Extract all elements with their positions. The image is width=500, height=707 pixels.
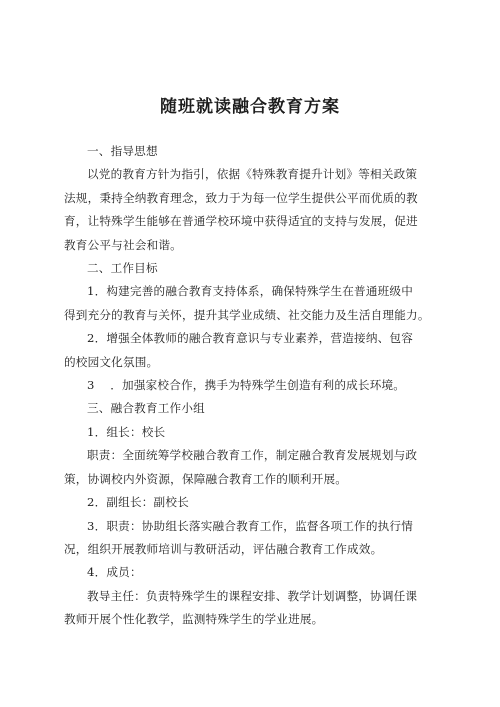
text-line: 法规，秉持全纳教育理念，致力于为每一位学生提供公平而优质的教 — [64, 190, 418, 205]
document-body — [64, 140, 464, 632]
text-line: 3 ．加强家校合作，携手为特殊学生创造有利的成长环境。 — [87, 378, 406, 393]
text-line: 三、融合教育工作小组 — [87, 401, 205, 416]
text-line: 况，组织开展教师培训与教研活动，评估融合教育工作成效。 — [64, 541, 383, 556]
text-line: 的校园文化氛围。 — [64, 354, 159, 369]
text-line: 1．组长：校长 — [87, 424, 166, 439]
text-line: 策，协调校内外资源，保障融合教育工作的顺利开展。 — [64, 471, 348, 486]
text-line: 得到充分的教育与关怀，提升其学业成绩、社交能力及生活自理能力。 — [64, 307, 430, 322]
text-line: 以党的教育方针为指引，依据《特殊教育提升计划》等相关政策 — [87, 167, 418, 182]
text-line: 2．增强全体教师的融合教育意识与专业素养，营造接纳、包容 — [87, 331, 414, 346]
text-line: 教导主任：负责特殊学生的课程安排、教学计划调整，协调任课 — [87, 588, 418, 603]
text-line: 1．构建完善的融合教育支持体系，确保特殊学生在普通班级中 — [87, 284, 414, 299]
text-line: 3．职责：协助组长落实融合教育工作，监督各项工作的执行情 — [87, 518, 414, 533]
text-line: 育，让特殊学生能够在普通学校环境中获得适宜的支持与发展，促进 — [64, 214, 418, 229]
text-line: 教育公平与社会和谐。 — [64, 237, 182, 252]
text-line: 一、指导思想 — [87, 144, 158, 158]
text-line: 教师开展个性化教学，监测特殊学生的学业进展。 — [64, 612, 324, 627]
text-line: 职责：全面统筹学校融合教育工作，制定融合教育发展规划与政 — [87, 448, 418, 463]
document-title: 随班就读融合教育方案 — [160, 97, 340, 117]
text-line: 2．副组长：副校长 — [87, 495, 189, 510]
text-line: 二、工作目标 — [87, 261, 158, 276]
text-line: 4．成员： — [87, 565, 142, 580]
